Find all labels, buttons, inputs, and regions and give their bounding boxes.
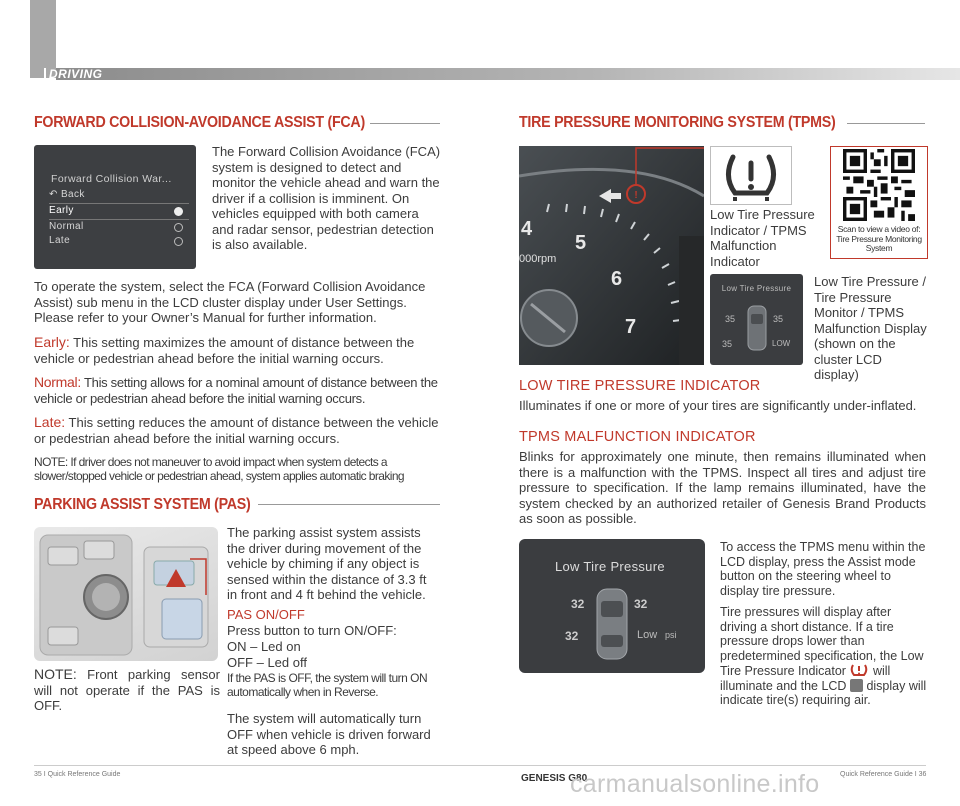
low-tire-text: Illuminates if one or more of your tires are significantly under-inflated.: [519, 398, 917, 413]
tpms-display-text-before: Tire pressures will display after driving a short distance. If a tire pressure drops lower than predetermined specification, the Low Tire Pressure Indicator: [720, 605, 924, 678]
pas-if-off: If the PAS is OFF, the system will turn ON automatically when in Reverse.: [227, 671, 428, 699]
fca-title: [34, 114, 394, 132]
radio-empty-icon: [174, 223, 183, 232]
watermark: carmanualsonline.info: [570, 770, 820, 798]
car-top-icon: [710, 274, 803, 365]
gauge-digit-5: 5: [575, 232, 587, 254]
tpms-title-rule: [847, 123, 925, 124]
qr-code-box: [830, 146, 928, 259]
lcd-small-title: Low Tire Pressure: [721, 284, 792, 293]
gauge-digit-7: 7: [625, 316, 637, 338]
tpms-lcd-large: [519, 539, 705, 673]
header-band: [30, 0, 960, 78]
tpms-display-text-after: display will indicate tire(s) requiring air.: [720, 678, 927, 707]
pas-console-image: [34, 527, 218, 661]
fca-operate: To operate the system, select the FCA (Forward Collision Avoidance Assist) sub menu in the LCD cluster display under User Settings. Please refer to your Owner’s Manual for further information.: [34, 279, 426, 325]
section-label-text: DRIVING: [49, 67, 103, 81]
lcd-big-title: Low Tire Pressure: [555, 559, 665, 574]
fca-late: [34, 415, 439, 446]
qr-caption: Scan to view a video of: Tire Pressure Monitoring System: [836, 224, 922, 253]
footer-center: GENESIS G80: [521, 773, 588, 784]
gauge-digit-6: 6: [611, 268, 623, 290]
tpms-indicator-box: [710, 146, 792, 205]
lcd-small-low: LOW: [772, 339, 791, 348]
tpms-title: [519, 114, 863, 132]
tpms-lcd-small: [710, 274, 803, 365]
footer-rule: [34, 765, 926, 766]
tpms-icon-caption: Low Tire Pressure Indicator / TPMS Malfunction Indicator: [710, 207, 815, 269]
pas-press: Press button to turn ON/OFF:: [227, 623, 397, 638]
qr-code-icon: [843, 149, 915, 221]
pas-title: [34, 496, 269, 514]
pas-onoff-label: PAS ON/OFF: [227, 607, 305, 622]
fca-option-late: [49, 235, 189, 249]
fca-screen-title: Forward Collision War...: [51, 173, 172, 185]
lcd-big-low: Low: [637, 629, 658, 641]
fca-option-normal-label: Normal: [49, 221, 84, 232]
svg-text:!: !: [634, 190, 638, 201]
fca-early-text: This setting maximizes the amount of distance between the vehicle or pedestrian ahead before the initial warning occurs.: [34, 335, 415, 366]
fca-back-row: [49, 189, 189, 203]
car-top-icon-large: [519, 539, 705, 673]
fca-normal-text: This setting allows for a nominal amount of distance between the vehicle or pedestrian ahead before the initial warning occurs.: [34, 375, 438, 406]
lcd-inline-icon: [850, 679, 863, 692]
fca-note: [34, 455, 444, 483]
tpms-title-text: TIRE PRESSURE MONITORING SYSTEM (TPMS): [519, 114, 836, 131]
tpms-display-text-mid: will illuminate and the LCD: [720, 664, 891, 693]
fca-early-label: Early:: [34, 334, 70, 350]
section-label: [44, 67, 103, 81]
tpms-inline-icon: [849, 663, 869, 677]
pas-note-text: Front parking sensor will not operate if the PAS is OFF.: [34, 667, 220, 713]
radio-empty-icon: [174, 237, 183, 246]
fca-note-text: If driver does not maneuver to avoid impact when system detects a slower/stopped vehicle or pedestrian ahead, system applies automatic braking: [34, 455, 404, 483]
fca-late-label: Late:: [34, 414, 66, 430]
fca-option-late-label: Late: [49, 235, 71, 246]
fca-late-text: This setting reduces the amount of distance between the vehicle or pedestrian ahead before the initial warning occurs.: [34, 415, 439, 446]
tpms-display-text: [720, 605, 928, 708]
lcd-big-unit: psi: [665, 630, 677, 640]
gauge-rpm-label: 000rpm: [519, 253, 557, 265]
fca-title-text: FORWARD COLLISION-AVOIDANCE ASSIST (FCA): [34, 114, 365, 131]
pas-note-label: NOTE:: [34, 666, 77, 682]
lcd-small-fl: 35: [725, 314, 736, 324]
tpms-warning-icon: [711, 147, 791, 204]
fca-option-early: [49, 205, 189, 219]
fca-note-label: NOTE:: [34, 455, 68, 469]
lcd-small-fr: 35: [773, 314, 784, 324]
tachometer-image: [519, 146, 704, 365]
pas-title-text: PARKING ASSIST SYSTEM (PAS): [34, 496, 251, 513]
pas-auto-off: The system will automatically turn OFF when vehicle is driven forward at speed above 6 mph.: [227, 711, 431, 757]
lcd-big-rl: 32: [565, 629, 579, 643]
tpms-malf-text: Blinks for approximately one minute, then remains illuminated when there is a malfunction with the TPMS. Inspect all tires and adjust tire pressure to specification. If the lamp remains illuminated, have the system checked by an authorized retailer of Genesis Brand Products as soon as possible.: [519, 449, 926, 526]
radio-selected-icon: [174, 207, 183, 216]
console-illustration: [34, 527, 218, 661]
fca-normal-label: Normal:: [34, 374, 81, 390]
lcd-big-fr: 32: [634, 597, 648, 611]
lcd-small-rl: 35: [722, 339, 733, 349]
lcd-big-fl: 32: [571, 597, 585, 611]
footer-right: Quick Reference Guide I 36: [840, 771, 927, 778]
back-arrow-icon: ↶: [49, 189, 58, 200]
fca-option-early-label: Early: [49, 205, 74, 216]
fca-title-rule: [370, 123, 440, 124]
fca-normal: [34, 375, 439, 406]
pas-off: OFF – Led off: [227, 655, 307, 670]
low-tire-heading: LOW TIRE PRESSURE INDICATOR: [519, 378, 761, 394]
fca-option-normal: [49, 221, 189, 235]
tpms-malf-heading: TPMS MALFUNCTION INDICATOR: [519, 429, 756, 445]
pas-intro: The parking assist system assists the driver during movement of the vehicle by chiming if any object is sensed within the distance of 3.3 ft in front and 4 ft behind the vehicle.: [227, 525, 427, 602]
tpms-access-text: To access the TPMS menu within the LCD display, press the Assist mode button on the steering wheel to display tire pressure.: [720, 540, 926, 598]
pas-on: ON – Led on: [227, 639, 301, 654]
fca-intro: The Forward Collision Avoidance (FCA) system is designed to detect and monitor the vehicle ahead and warn the driver if a collision is imminent. On vehicles equipped with both camera and radar sensor, pedestrian detection is also available.: [212, 144, 441, 252]
fca-menu-screen: [34, 145, 196, 269]
pas-note: [34, 667, 220, 714]
fca-back-label: Back: [60, 189, 85, 200]
tpms-display-caption: Low Tire Pressure / Tire Pressure Monitor / TPMS Malfunction Display (shown on the cluster LCD display): [814, 274, 927, 382]
footer-left: 35 I Quick Reference Guide: [34, 771, 121, 778]
fca-early: [34, 335, 439, 366]
pas-title-rule: [258, 504, 440, 505]
gauge-digit-4: 4: [521, 218, 533, 240]
